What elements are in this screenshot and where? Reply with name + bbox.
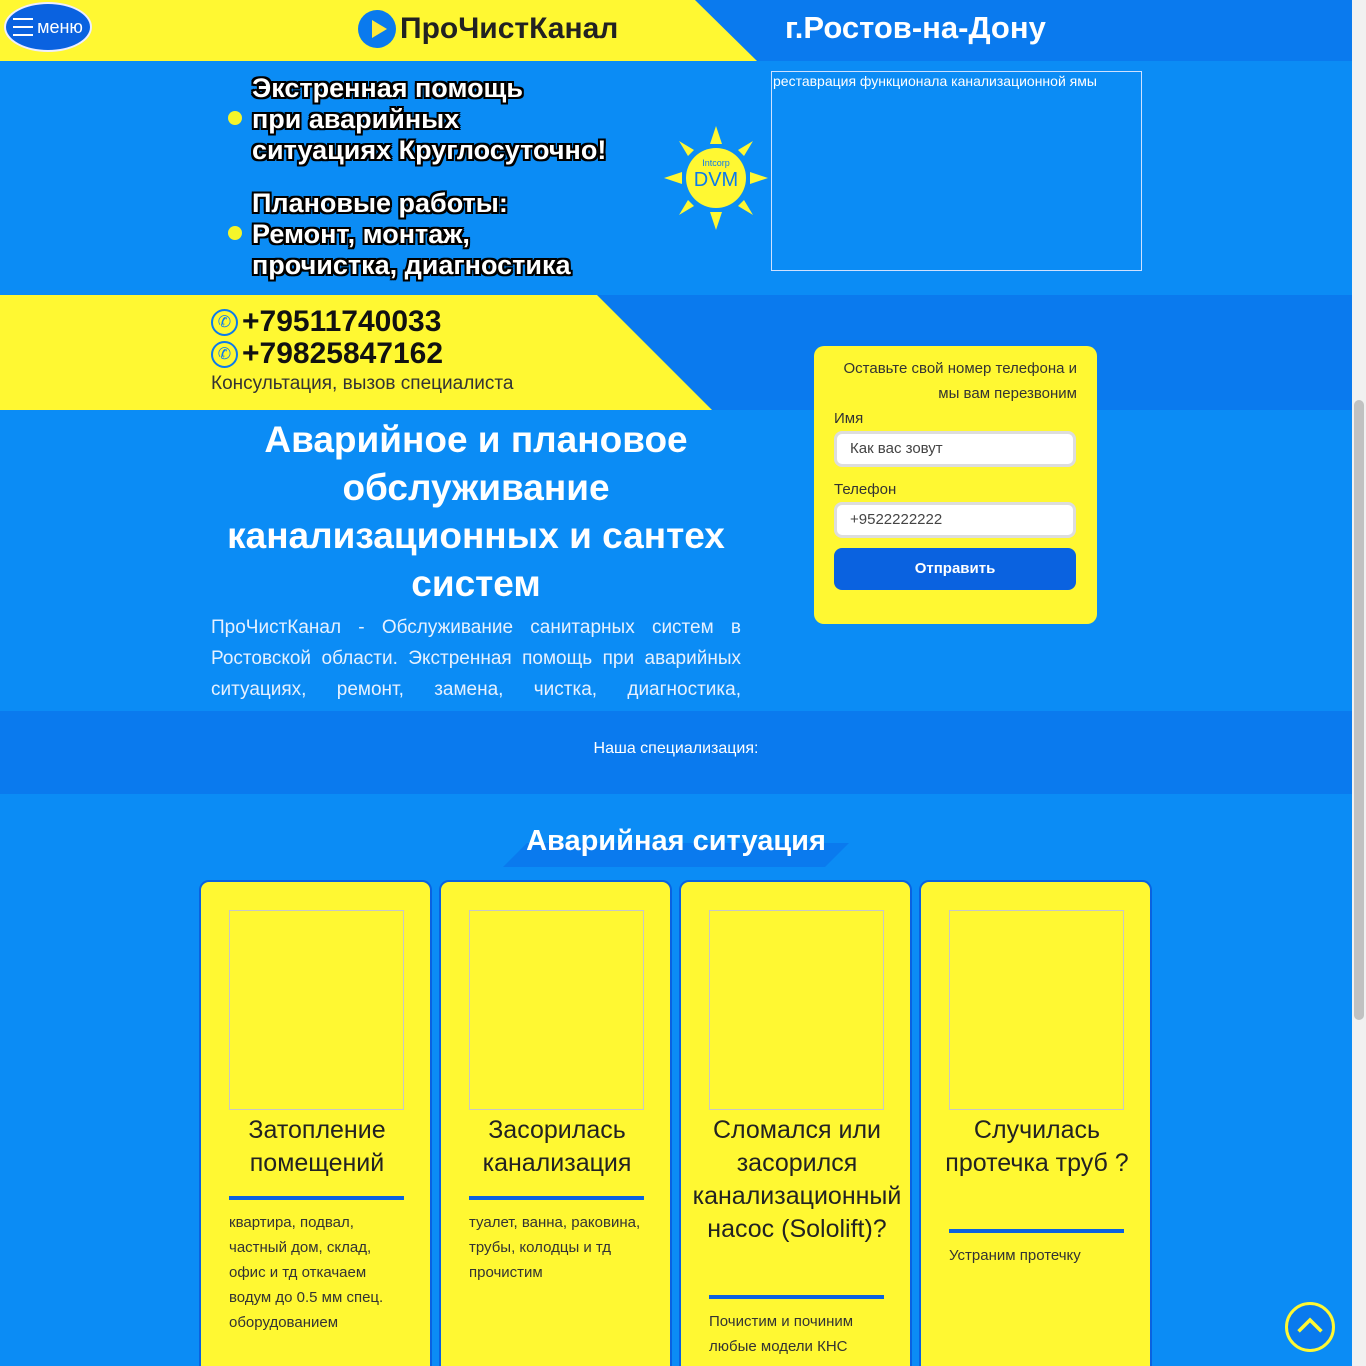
chevron-up-icon [1299,1320,1322,1331]
card-image [229,910,404,1110]
section-title: Аварийная ситуация [526,825,826,857]
phone-number: +79511740033 [242,305,442,338]
sun-logo-icon [664,126,768,230]
card-image [949,910,1124,1110]
company-description: ПроЧистКанал - Обслуживание санитарных систем в Ростовской области. Экстренная помощь при аварийных ситуациях, ремонт, замена, чистка, диагностика, [211,617,741,700]
card-title: Засорилась канализация [482,1116,632,1177]
scroll-to-top-button[interactable] [1285,1302,1335,1352]
menu-label: меню [37,16,83,37]
scrollbar-thumb[interactable] [1354,400,1364,1020]
consultation-note: Консультация, вызов специалиста [211,373,514,394]
phone-icon: ✆ [211,341,238,368]
service-card[interactable] [439,880,672,1366]
callback-form [814,346,1097,624]
video-embed[interactable] [771,71,1142,271]
name-label: Имя [834,410,864,427]
phone-label: Телефон [834,481,897,498]
video-title: реставрация функционала канализационной ямы [773,73,1097,89]
hero-bullet-text: Экстренная помощь при аварийных ситуациях Круглосуточно! [252,73,607,165]
card-description: квартира, подвал, частный дом, склад, офис и тд откачаем водум до 0.5 мм спец. оборудованием [229,1214,384,1331]
phone-number: +79825847162 [242,337,444,370]
card-divider [709,1295,884,1299]
bullet-dot-icon [228,111,242,125]
card-divider [469,1196,644,1200]
card-divider [229,1196,404,1200]
card-title: Сломался или засорился канализационный насос (Sololift)? [692,1116,902,1243]
brand-logo[interactable] [358,10,618,48]
bullet-dot-icon [228,226,242,240]
card-description: туалет, ванна, раковина, трубы, колодцы и тд прочистим [469,1214,641,1281]
menu-button[interactable] [4,2,92,52]
card-image [709,910,884,1110]
service-card[interactable] [199,880,432,1366]
phone-link-2[interactable] [211,337,443,371]
hamburger-icon [13,18,33,36]
play-icon [358,10,396,48]
service-card[interactable] [679,880,912,1366]
brand-name: ПроЧистКанал [400,12,619,45]
form-lead-text: Оставьте свой номер телефона и мы вам перезвоним [843,360,1077,402]
card-description: Устраним протечку [949,1247,1081,1264]
logo-top-text: Intcorp [702,158,730,168]
phone-icon: ✆ [211,309,238,336]
hero-bullet-emergency [228,73,606,166]
service-card[interactable] [919,880,1152,1366]
card-description: Почистим и починим любые модели КНС [709,1313,854,1355]
scrollbar[interactable] [1352,0,1366,1366]
card-divider [949,1229,1124,1233]
name-input[interactable]: Как вас зовут [834,431,1076,467]
card-title: Затопление помещений [248,1116,386,1177]
submit-button[interactable]: Отправить [834,548,1076,590]
hero-bullet-text: Плановые работы: Ремонт, монтаж, прочистка, диагностика [252,188,571,280]
card-title: Случилась протечка труб ? [945,1116,1129,1177]
hero-bullet-planned [228,188,570,281]
card-image [469,910,644,1110]
phone-link-1[interactable] [211,305,441,339]
logo-main-text: DVM [693,169,739,191]
page-title: Аварийное и плановое обслуживание канализационных и сантех систем [227,419,725,604]
phone-input[interactable]: +9522222222 [834,502,1076,538]
specialization-label: Наша специализация: [593,740,759,757]
city-label: г.Ростов-на-Дону [785,10,1046,45]
